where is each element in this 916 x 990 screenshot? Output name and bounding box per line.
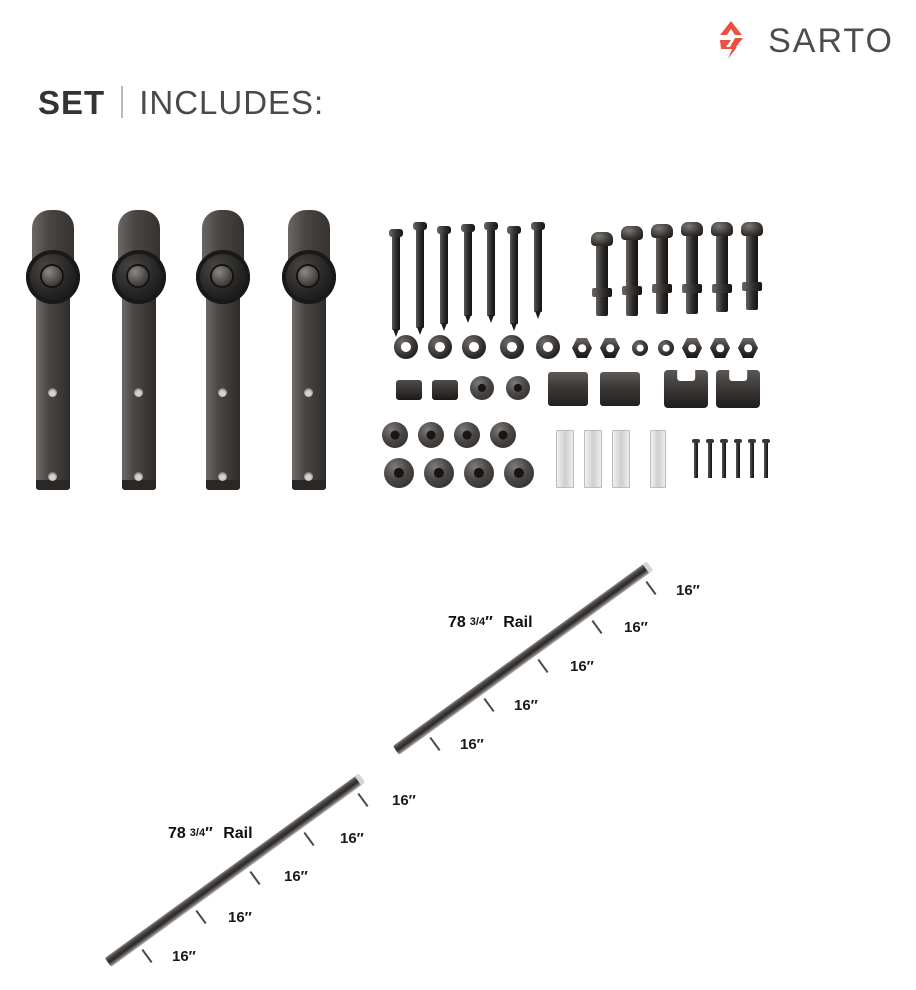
lag-screw <box>534 228 542 312</box>
hex-nut <box>600 338 620 358</box>
hanger-hole <box>48 472 57 481</box>
small-washer <box>658 340 674 356</box>
rail-upper-measure-4: 16″ <box>624 619 648 636</box>
floor-anchor <box>424 458 454 488</box>
lag-screw <box>392 235 400 330</box>
spacer-block <box>548 372 588 406</box>
small-screw <box>722 442 726 478</box>
lag-screw <box>464 230 472 316</box>
spacer-block <box>600 372 640 406</box>
rail-lower-measure-1: 16″ <box>172 948 196 965</box>
rail-lower <box>105 775 364 967</box>
rail-diagram <box>0 520 916 990</box>
washer <box>500 335 524 359</box>
floor-anchor <box>454 422 480 448</box>
hanger-strap-3 <box>192 210 254 495</box>
floor-anchor <box>384 458 414 488</box>
page-title-emphasis: SET <box>38 84 106 121</box>
rail-upper-label <box>448 614 533 632</box>
hex-nut <box>682 338 702 358</box>
white-mounting-plate <box>584 430 602 488</box>
hanger-hole <box>134 388 143 397</box>
sleeve-bolt <box>596 244 608 316</box>
hanger-strap-1 <box>22 210 84 495</box>
floor-anchor <box>504 458 534 488</box>
rail-upper-measure-5: 16″ <box>676 582 700 599</box>
rail-lower-unit: ″ <box>205 825 213 842</box>
small-screw <box>736 442 740 478</box>
hex-nut <box>738 338 758 358</box>
round-spacer <box>470 376 494 400</box>
hanger-hole <box>304 472 313 481</box>
hanger-hub-icon <box>128 266 148 286</box>
rail-lower-length: 78 <box>168 825 186 842</box>
floor-anchor <box>382 422 408 448</box>
rail-lower-label <box>168 825 253 843</box>
rail-lower-name: Rail <box>223 825 253 842</box>
parts-diagram <box>0 190 916 510</box>
hanger-strap-2 <box>108 210 170 495</box>
small-screw <box>750 442 754 478</box>
lag-screw <box>487 228 495 316</box>
rail-tick <box>195 910 206 924</box>
hanger-strap-4 <box>278 210 340 495</box>
page-title-rest: INCLUDES: <box>139 84 325 121</box>
rail-upper <box>393 563 652 755</box>
hanger-hub-icon <box>212 266 232 286</box>
sleeve-bolt <box>716 234 728 312</box>
washer <box>394 335 418 359</box>
rail-upper-measure-3: 16″ <box>570 658 594 675</box>
small-screw <box>764 442 768 478</box>
washer <box>428 335 452 359</box>
hanger-hub-icon <box>298 266 318 286</box>
sleeve-bolt <box>656 236 668 314</box>
small-screw <box>708 442 712 478</box>
hex-nut <box>710 338 730 358</box>
anchor-plate <box>396 380 422 400</box>
washer <box>536 335 560 359</box>
round-spacer <box>506 376 530 400</box>
washer <box>462 335 486 359</box>
rail-tick <box>249 871 260 885</box>
white-mounting-plate <box>612 430 630 488</box>
anchor-plate <box>432 380 458 400</box>
rail-tick <box>357 793 368 807</box>
lag-screw <box>440 232 448 324</box>
rail-tick <box>429 737 440 751</box>
white-mounting-plate <box>556 430 574 488</box>
door-stop <box>664 370 708 408</box>
rail-upper-measure-1: 16″ <box>460 736 484 753</box>
rail-lower-measure-3: 16″ <box>284 868 308 885</box>
page-title <box>38 82 324 122</box>
rail-upper-name: Rail <box>503 614 533 631</box>
rail-lower-measure-5: 16″ <box>392 792 416 809</box>
hex-nut <box>572 338 592 358</box>
rail-upper-fraction: 3/4 <box>469 616 486 628</box>
rail-tick <box>483 698 494 712</box>
hanger-hole <box>304 388 313 397</box>
rail-end-cap <box>355 773 366 785</box>
hanger-hole <box>218 388 227 397</box>
rail-lower-fraction: 3/4 <box>189 827 206 839</box>
white-mounting-plate <box>650 430 666 488</box>
title-divider <box>121 86 123 118</box>
rail-tick <box>537 659 548 673</box>
hanger-hole <box>48 388 57 397</box>
door-stop <box>716 370 760 408</box>
floor-anchor <box>490 422 516 448</box>
hanger-hole <box>134 472 143 481</box>
hanger-hub-icon <box>42 266 62 286</box>
hanger-hole <box>218 472 227 481</box>
rail-tick <box>303 832 314 846</box>
rail-upper-measure-2: 16″ <box>514 697 538 714</box>
rail-end-cap <box>643 561 654 573</box>
sleeve-bolt <box>746 234 758 310</box>
small-screw <box>694 442 698 478</box>
rail-upper-length: 78 <box>448 614 466 631</box>
rail-lower-measure-2: 16″ <box>228 909 252 926</box>
sleeve-bolt <box>686 234 698 314</box>
lag-screw <box>416 228 424 328</box>
brand-wordmark: SARTO <box>768 21 894 60</box>
sleeve-bolt <box>626 238 638 316</box>
floor-anchor <box>418 422 444 448</box>
rail-lower-measure-4: 16″ <box>340 830 364 847</box>
rail-upper-unit: ″ <box>485 614 493 631</box>
rail-tick <box>645 581 656 595</box>
floor-anchor <box>464 458 494 488</box>
rail-tick <box>141 949 152 963</box>
lag-screw <box>510 232 518 324</box>
small-washer <box>632 340 648 356</box>
sarto-chevron-icon <box>708 18 754 64</box>
rail-tick <box>591 620 602 634</box>
brand-logo <box>708 18 894 64</box>
